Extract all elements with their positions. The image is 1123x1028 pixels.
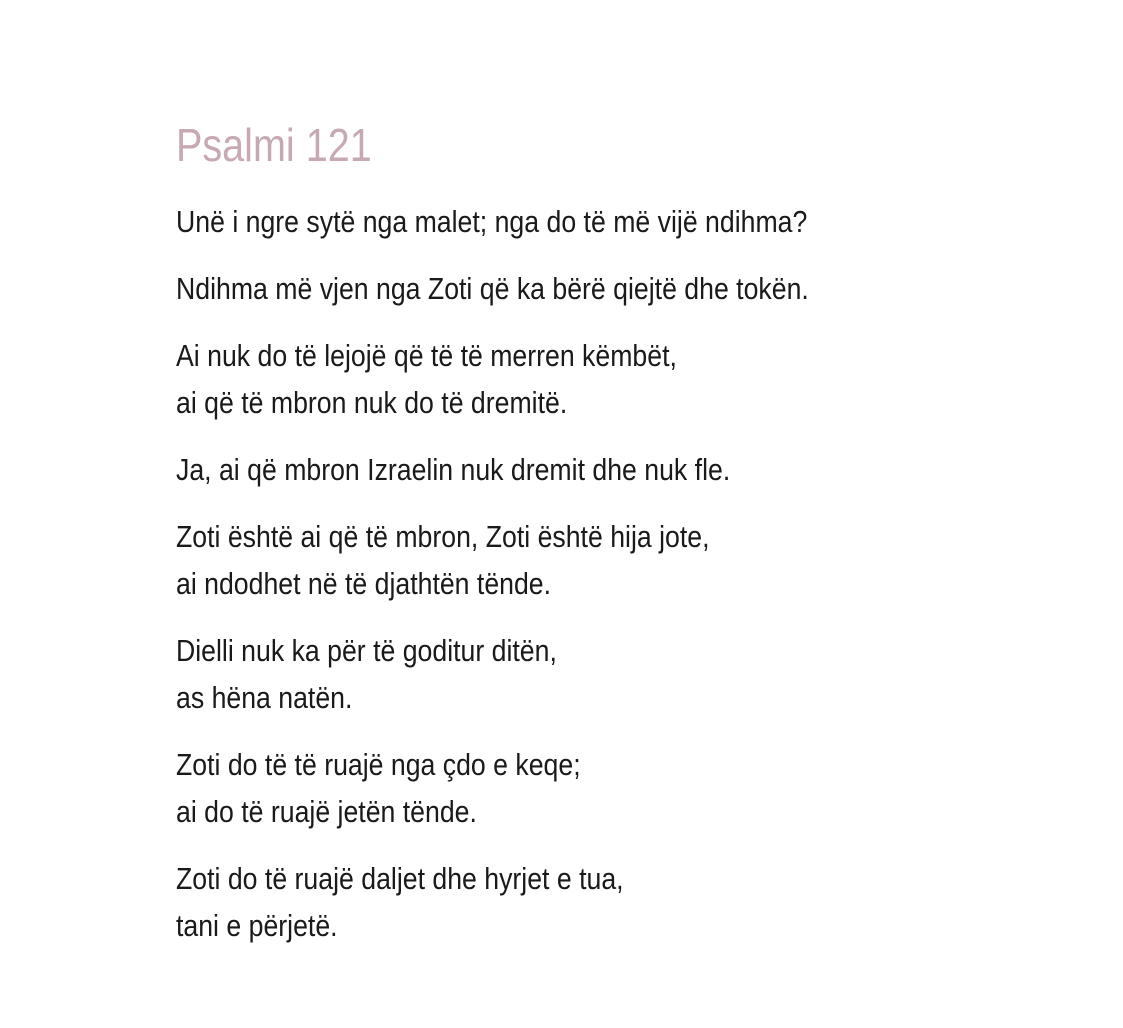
verse-line: tani e përjetë. bbox=[176, 908, 338, 943]
verse-line: Ja, ai që mbron Izraelin nuk dremit dhe nuk fle. bbox=[176, 452, 731, 487]
stanza-1 bbox=[176, 198, 1076, 245]
stanza-3 bbox=[176, 332, 1076, 426]
stanza-4 bbox=[176, 446, 1076, 493]
verse-line: Ndihma më vjen nga Zoti që ka bërë qiejtë dhe tokën. bbox=[176, 271, 809, 306]
verse-line: ai që të mbron nuk do të dremitë. bbox=[176, 385, 568, 420]
stanza-6 bbox=[176, 627, 1076, 721]
stanza-5 bbox=[176, 513, 1076, 607]
stanza-2 bbox=[176, 265, 1076, 312]
stanza-7 bbox=[176, 741, 1076, 835]
verse-line: ai ndodhet në të djathtën tënde. bbox=[176, 566, 552, 601]
verse-line: as hëna natën. bbox=[176, 680, 353, 715]
psalm-page bbox=[176, 108, 1076, 969]
psalm-title: Psalmi 121 bbox=[176, 119, 372, 171]
verse-line: Unë i ngre sytë nga malet; nga do të më vijë ndihma? bbox=[176, 204, 808, 239]
verse-line: Dielli nuk ka për të goditur ditën, bbox=[176, 633, 557, 668]
verse-line: Ai nuk do të lejojë që të të merren këmbët, bbox=[176, 338, 677, 373]
verse-line: Zoti do të të ruajë nga çdo e keqe; bbox=[176, 747, 581, 782]
verse-line: Zoti është ai që të mbron, Zoti është hija jote, bbox=[176, 519, 710, 554]
verse-line: ai do të ruajë jetën tënde. bbox=[176, 794, 477, 829]
stanza-8 bbox=[176, 855, 1076, 949]
verse-line: Zoti do të ruajë daljet dhe hyrjet e tua, bbox=[176, 861, 624, 896]
